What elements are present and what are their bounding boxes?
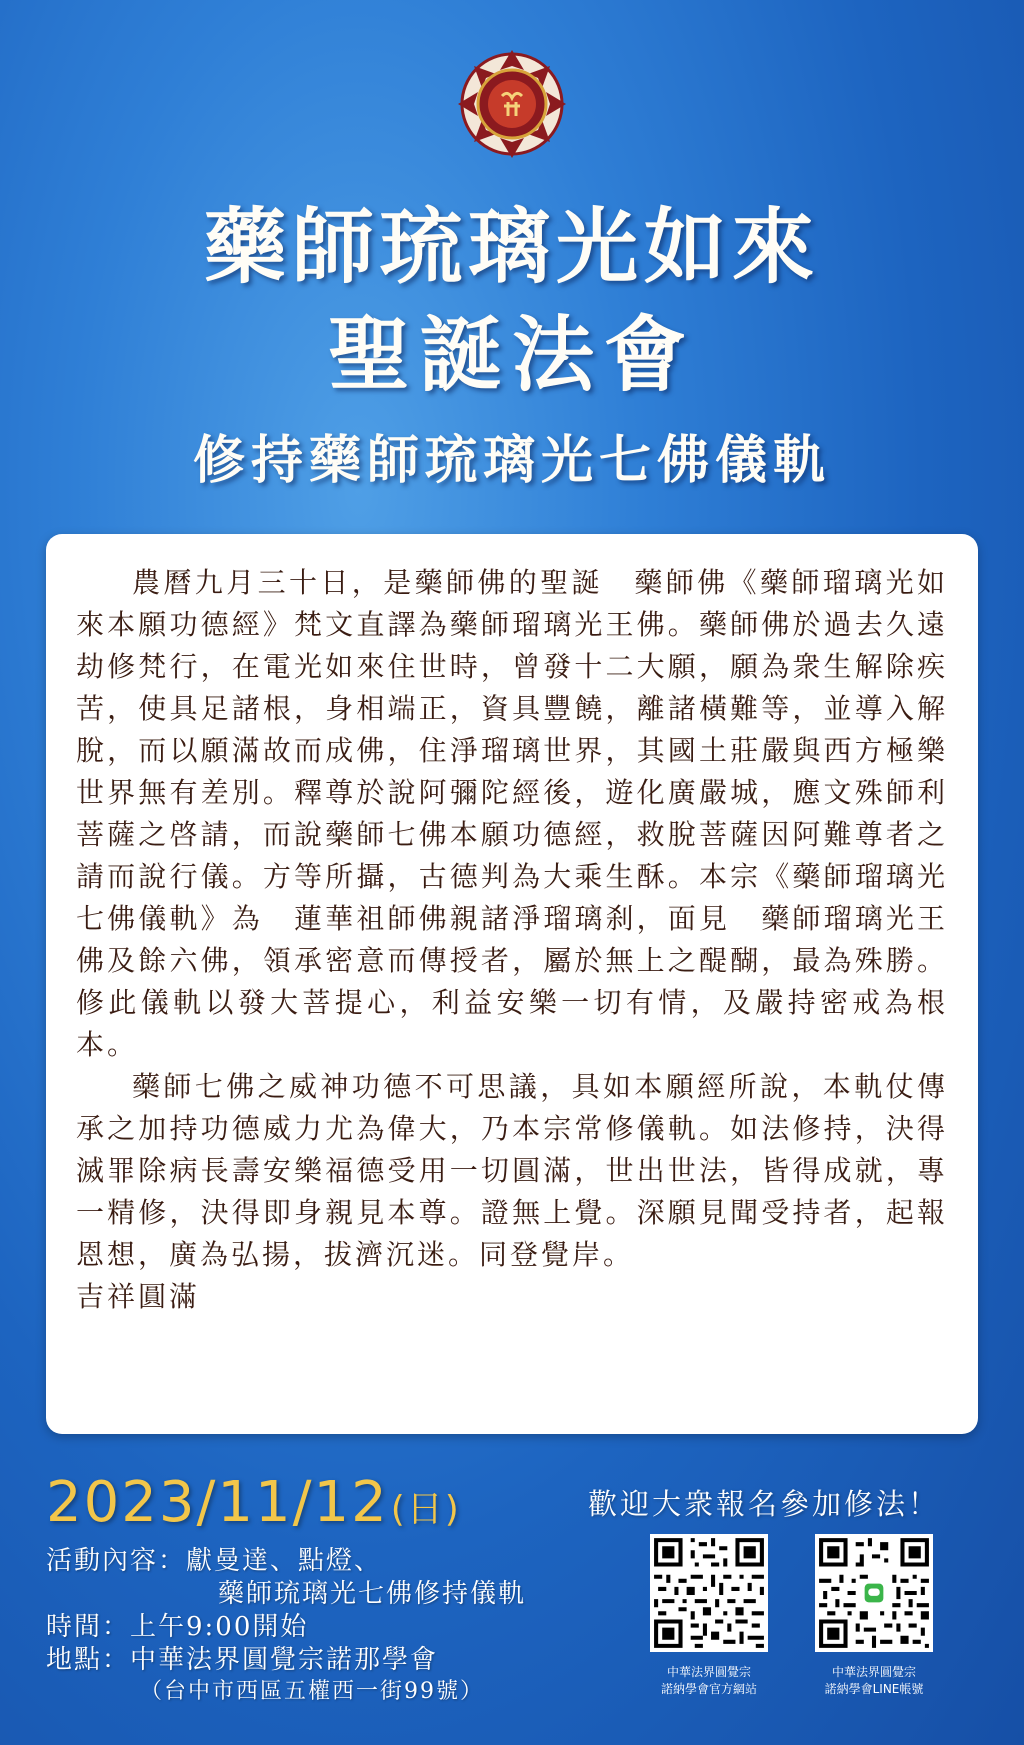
subtitle: 修持藥師琉璃光七佛儀軌 xyxy=(192,430,831,491)
content-value-1: 獻曼達、點燈、 xyxy=(186,1546,383,1576)
description-panel xyxy=(46,534,978,1434)
qr-caption-website xyxy=(624,1664,794,1698)
qr-caption-line-line1: 中華法界圓覺宗 xyxy=(831,1665,916,1679)
content-line-2: 藥師琉璃光七佛修持儀軌 xyxy=(218,1579,527,1609)
qr-caption-website-line1: 中華法界圓覺宗 xyxy=(666,1665,751,1679)
qr-code-website[interactable] xyxy=(650,1534,768,1652)
content-line-1 xyxy=(46,1540,382,1577)
weekday-text: (日) xyxy=(390,1489,461,1530)
qr-caption-line xyxy=(789,1664,959,1698)
qr-code-line[interactable] xyxy=(815,1534,933,1652)
welcome-text: 歡迎大衆報名參加修法！ xyxy=(588,1487,941,1521)
address-text: （台中市西區五權西一街99號） xyxy=(140,1679,484,1704)
time-text: 時間：上午9:00開始 xyxy=(46,1612,309,1642)
main-title-line1: 藥師琉璃光如來 xyxy=(203,199,820,295)
place-text: 地點：中華法界圓覺宗諾那學會 xyxy=(46,1645,439,1675)
date-text: 2023/11/12 xyxy=(46,1470,389,1535)
qr-caption-line-line2: 諾納學會LINE帳號 xyxy=(824,1682,924,1696)
emblem-logo xyxy=(452,44,572,164)
main-title-line2: 聖誕法會 xyxy=(327,307,696,403)
qr-caption-website-line2: 諾納學會官方網站 xyxy=(660,1682,757,1696)
event-date xyxy=(46,1470,461,1535)
description-text xyxy=(76,562,948,1318)
paragraph-1: 農曆九月三十日，是藥師佛的聖誕 藥師佛《藥師瑠璃光如來本願功德經》梵文直譯為藥師瑠璃光王佛。藥師佛於過去久遠劫修梵行，在電光如來住世時，曾發十二大願，願為衆生解除疾苦，使具足諸根，身相端正，資具豐饒，離諸橫難等，並導入解脫，而以願滿故而成佛，住淨瑠璃世界，其國土莊嚴與西方極樂世界無有差別。釋尊於說阿彌陀經後，遊化廣嚴城，應文殊師利菩薩之啓請，而說藥師七佛本願功德經，救脫菩薩因阿難尊者之請而說行儀。方等所攝，古德判為大乘生酥。本宗《藥師瑠璃光七佛儀軌》為 蓮華祖師佛親諸淨瑠璃刹，面見 藥師瑠璃光王佛及餘六佛，領承密意而傳授者，屬於無上之醍醐，最為殊勝。修此儀軌以發大菩提心，利益安樂一切有情，及嚴持密戒為根本。 xyxy=(76,566,948,1061)
paragraph-2: 藥師七佛之威神功德不可思議，具如本願經所說，本軌仗傳承之加持功德威力尤為偉大，乃本宗常修儀軌。如法修持，決得滅罪除病長壽安樂福德受用一切圓滿，世出世法，皆得成就，專一精修，決得即身親見本尊。證無上覺。深願見聞受持者，起報恩想，廣為弘揚，拔濟沉迷。同登覺岸。 xyxy=(76,1070,948,1271)
content-label: 活動內容： xyxy=(46,1546,187,1576)
closing-text: 吉祥圓滿 xyxy=(76,1280,201,1313)
